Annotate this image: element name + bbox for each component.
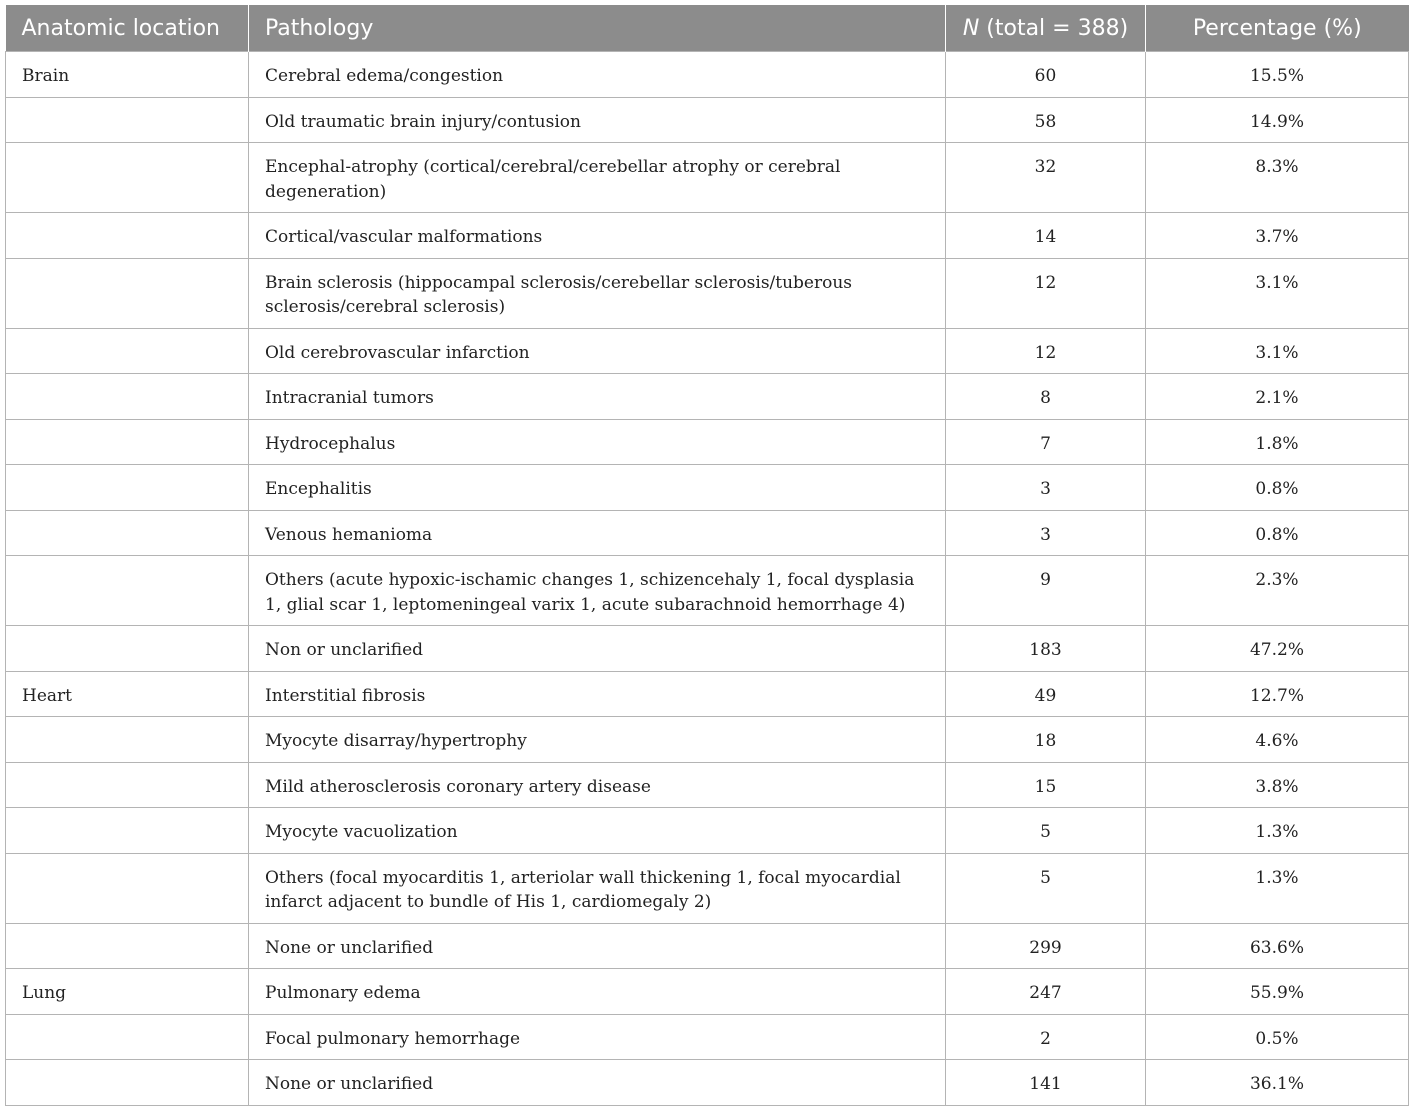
table-row xyxy=(6,626,1409,672)
cell-location xyxy=(6,213,249,259)
cell-n: 60 xyxy=(946,52,1146,98)
cell-n: 247 xyxy=(946,969,1146,1015)
cell-percentage: 2.3% xyxy=(1146,556,1409,626)
cell-location xyxy=(6,510,249,556)
table-row xyxy=(6,556,1409,626)
cell-n: 2 xyxy=(946,1014,1146,1060)
table-row xyxy=(6,258,1409,328)
cell-pathology: Others (focal myocarditis 1, arteriolar wall thickening 1, focal myocardial infarct adjacent to bundle of His 1, cardiomegaly 2) xyxy=(249,853,946,923)
cell-percentage: 1.3% xyxy=(1146,808,1409,854)
table-body xyxy=(6,52,1409,1106)
cell-pathology: Mild atherosclerosis coronary artery disease xyxy=(249,762,946,808)
cell-percentage: 0.5% xyxy=(1146,1014,1409,1060)
table-row xyxy=(6,762,1409,808)
cell-location xyxy=(6,419,249,465)
header-n-suffix: (total = 388) xyxy=(979,15,1129,41)
cell-n: 32 xyxy=(946,143,1146,213)
cell-n: 12 xyxy=(946,328,1146,374)
cell-pathology: Old cerebrovascular infarction xyxy=(249,328,946,374)
cell-percentage: 55.9% xyxy=(1146,969,1409,1015)
cell-location xyxy=(6,717,249,763)
cell-pathology: Encephalitis xyxy=(249,465,946,511)
cell-location xyxy=(6,556,249,626)
cell-percentage: 47.2% xyxy=(1146,626,1409,672)
cell-n: 9 xyxy=(946,556,1146,626)
cell-location xyxy=(6,374,249,420)
cell-pathology: Brain sclerosis (hippocampal sclerosis/cerebellar sclerosis/tuberous sclerosis/cerebral sclerosis) xyxy=(249,258,946,328)
table-row xyxy=(6,213,1409,259)
table-row xyxy=(6,419,1409,465)
cell-location xyxy=(6,1060,249,1106)
cell-n: 8 xyxy=(946,374,1146,420)
cell-pathology: Focal pulmonary hemorrhage xyxy=(249,1014,946,1060)
cell-pathology: Pulmonary edema xyxy=(249,969,946,1015)
table-row xyxy=(6,671,1409,717)
table-row xyxy=(6,853,1409,923)
cell-location: Lung xyxy=(6,969,249,1015)
table-row xyxy=(6,1060,1409,1106)
cell-pathology: Myocyte vacuolization xyxy=(249,808,946,854)
cell-pathology: Non or unclarified xyxy=(249,626,946,672)
cell-percentage: 3.7% xyxy=(1146,213,1409,259)
cell-percentage: 4.6% xyxy=(1146,717,1409,763)
pathology-table xyxy=(5,5,1409,1106)
cell-percentage: 12.7% xyxy=(1146,671,1409,717)
cell-n: 5 xyxy=(946,808,1146,854)
cell-location xyxy=(6,258,249,328)
cell-location xyxy=(6,808,249,854)
cell-percentage: 14.9% xyxy=(1146,97,1409,143)
header-pathology: Pathology xyxy=(249,5,946,52)
cell-location xyxy=(6,626,249,672)
cell-n: 141 xyxy=(946,1060,1146,1106)
table-row xyxy=(6,1014,1409,1060)
table-row xyxy=(6,969,1409,1015)
cell-location xyxy=(6,328,249,374)
cell-n: 58 xyxy=(946,97,1146,143)
table-header xyxy=(6,5,1409,52)
cell-percentage: 1.3% xyxy=(1146,853,1409,923)
cell-n: 15 xyxy=(946,762,1146,808)
cell-location xyxy=(6,143,249,213)
table-row xyxy=(6,52,1409,98)
table-row xyxy=(6,923,1409,969)
cell-n: 3 xyxy=(946,510,1146,556)
cell-location: Heart xyxy=(6,671,249,717)
cell-pathology: Old traumatic brain injury/contusion xyxy=(249,97,946,143)
cell-percentage: 1.8% xyxy=(1146,419,1409,465)
cell-percentage: 36.1% xyxy=(1146,1060,1409,1106)
cell-percentage: 0.8% xyxy=(1146,465,1409,511)
cell-pathology: Intracranial tumors xyxy=(249,374,946,420)
cell-pathology: Interstitial fibrosis xyxy=(249,671,946,717)
cell-n: 18 xyxy=(946,717,1146,763)
table-row xyxy=(6,717,1409,763)
cell-location xyxy=(6,923,249,969)
cell-n: 183 xyxy=(946,626,1146,672)
cell-pathology: Hydrocephalus xyxy=(249,419,946,465)
cell-percentage: 8.3% xyxy=(1146,143,1409,213)
cell-percentage: 3.1% xyxy=(1146,258,1409,328)
header-n-total xyxy=(946,5,1146,52)
cell-percentage: 2.1% xyxy=(1146,374,1409,420)
cell-n: 7 xyxy=(946,419,1146,465)
cell-percentage: 0.8% xyxy=(1146,510,1409,556)
cell-n: 49 xyxy=(946,671,1146,717)
cell-pathology: Others (acute hypoxic-ischamic changes 1, schizencehaly 1, focal dysplasia 1, glial scar 1, leptomeningeal varix 1, acute subarachnoid hemorrhage 4) xyxy=(249,556,946,626)
table-row xyxy=(6,328,1409,374)
table-row xyxy=(6,465,1409,511)
header-percentage: Percentage (%) xyxy=(1146,5,1409,52)
cell-location: Brain xyxy=(6,52,249,98)
table-row xyxy=(6,808,1409,854)
cell-pathology: Encephal-atrophy (cortical/cerebral/cerebellar atrophy or cerebral degeneration) xyxy=(249,143,946,213)
cell-n: 12 xyxy=(946,258,1146,328)
table-row xyxy=(6,143,1409,213)
cell-location xyxy=(6,465,249,511)
cell-location xyxy=(6,1014,249,1060)
cell-pathology: None or unclarified xyxy=(249,1060,946,1106)
header-n-label: N xyxy=(962,15,980,41)
cell-percentage: 3.1% xyxy=(1146,328,1409,374)
cell-pathology: Cerebral edema/congestion xyxy=(249,52,946,98)
table-row xyxy=(6,510,1409,556)
cell-location xyxy=(6,97,249,143)
cell-pathology: Venous hemanioma xyxy=(249,510,946,556)
cell-n: 5 xyxy=(946,853,1146,923)
cell-percentage: 63.6% xyxy=(1146,923,1409,969)
cell-percentage: 3.8% xyxy=(1146,762,1409,808)
header-anatomic-location: Anatomic location xyxy=(6,5,249,52)
table-row xyxy=(6,97,1409,143)
header-row xyxy=(6,5,1409,52)
cell-location xyxy=(6,762,249,808)
cell-location xyxy=(6,853,249,923)
cell-pathology: Cortical/vascular malformations xyxy=(249,213,946,259)
cell-n: 299 xyxy=(946,923,1146,969)
cell-pathology: Myocyte disarray/hypertrophy xyxy=(249,717,946,763)
cell-percentage: 15.5% xyxy=(1146,52,1409,98)
table-row xyxy=(6,374,1409,420)
cell-n: 14 xyxy=(946,213,1146,259)
cell-pathology: None or unclarified xyxy=(249,923,946,969)
cell-n: 3 xyxy=(946,465,1146,511)
